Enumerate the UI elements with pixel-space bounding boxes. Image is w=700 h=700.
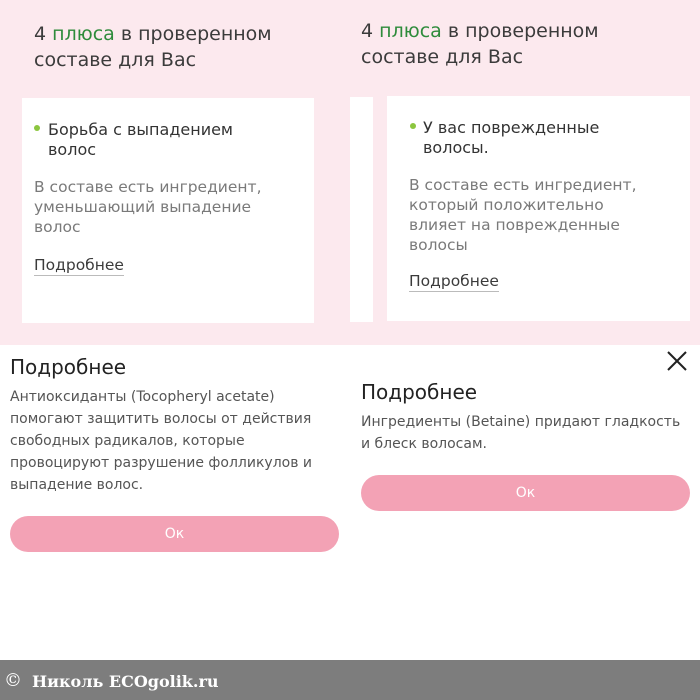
- benefit-desc-line4: волосы: [409, 236, 468, 254]
- sheet-text-line4: провоцируют разрушение фолликулов и: [10, 455, 313, 471]
- ok-button[interactable]: Ок: [361, 475, 690, 511]
- sheet-text: [361, 411, 680, 455]
- benefit-title: [48, 120, 233, 160]
- sheet-text-line1: Антиоксиданты (Tocopheryl acetate): [10, 389, 275, 405]
- heading-count: 4: [34, 23, 47, 45]
- benefit-desc-line1: В составе есть ингредиент,: [409, 176, 637, 194]
- heading-accent: плюса: [379, 20, 442, 42]
- sheet-title: Подробнее: [10, 355, 127, 379]
- sheet-text: [10, 386, 312, 496]
- watermark-bar: [0, 660, 700, 700]
- details-sheet: [350, 345, 700, 660]
- benefit-title-line2: волосы.: [423, 138, 489, 157]
- right-screenshot: [350, 0, 700, 660]
- ok-button[interactable]: Ок: [10, 516, 339, 552]
- benefit-desc-line2: который положительно: [409, 196, 604, 214]
- sheet-text-line3: свободных радикалов, которые: [10, 433, 245, 449]
- heading-line2: составе для Вас: [361, 46, 524, 68]
- heading-rest: в проверенном: [120, 23, 272, 45]
- section-heading: [361, 18, 599, 70]
- sheet-title: Подробнее: [361, 380, 478, 404]
- benefits-section: [350, 0, 700, 345]
- watermark-credit: Николь ECOgolik.ru: [32, 672, 219, 691]
- heading-accent: плюса: [52, 23, 115, 45]
- benefit-title-line2: волос: [48, 140, 97, 159]
- section-heading: [34, 21, 272, 73]
- sheet-text-line1: Ингредиенты (Betaine) придают гладкость: [361, 414, 681, 430]
- benefit-desc-line3: волос: [34, 218, 81, 236]
- bullet-dot-icon: [34, 125, 40, 131]
- benefit-desc-line3: влияет на поврежденные: [409, 216, 620, 234]
- details-sheet: [0, 345, 350, 660]
- heading-count: 4: [361, 20, 374, 42]
- sheet-text-line5: выпадение волос.: [10, 477, 144, 493]
- benefit-title-line1: Борьба с выпадением: [48, 120, 233, 139]
- bullet-dot-icon: [410, 123, 416, 129]
- benefit-title-line1: У вас поврежденные: [423, 118, 600, 137]
- benefit-card: [22, 98, 314, 323]
- copyright-icon: ©: [4, 670, 22, 691]
- left-screenshot: [0, 0, 350, 660]
- benefits-section: [0, 0, 350, 345]
- more-link[interactable]: Подробнее: [409, 272, 499, 290]
- close-icon[interactable]: [665, 349, 689, 373]
- benefit-desc-line1: В составе есть ингредиент,: [34, 178, 262, 196]
- previous-card-edge: [350, 97, 373, 322]
- benefit-desc-line2: уменьшающий выпадение: [34, 198, 252, 216]
- benefit-title: [423, 118, 599, 158]
- heading-line2: составе для Вас: [34, 49, 197, 71]
- benefit-description: [34, 177, 262, 237]
- sheet-text-line2: и блеск волосам.: [361, 436, 487, 452]
- benefit-description: [409, 175, 637, 255]
- sheet-text-line2: помогают защитить волосы от действия: [10, 411, 312, 427]
- benefit-card: [387, 96, 690, 321]
- more-link[interactable]: Подробнее: [34, 256, 124, 274]
- heading-rest: в проверенном: [447, 20, 599, 42]
